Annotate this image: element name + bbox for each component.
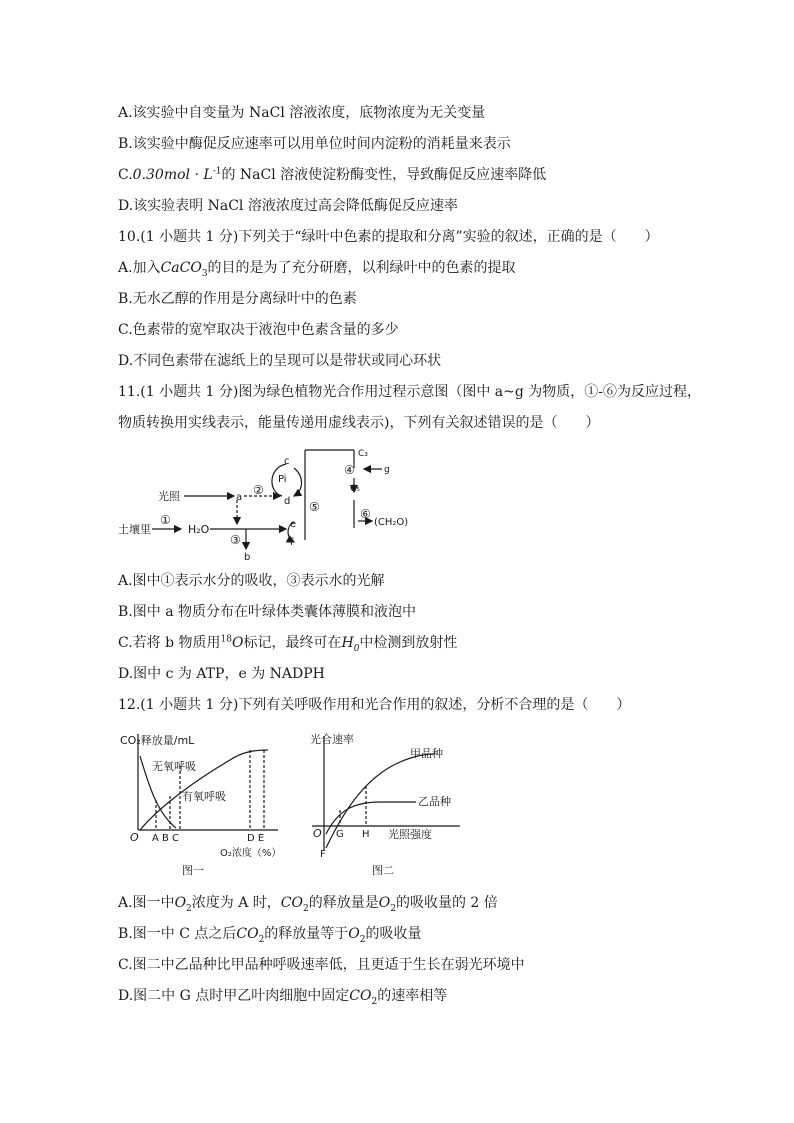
diagram-label-n3: ③ (230, 533, 241, 547)
q10-option-d: D.不同色素带在滤纸上的呈现可以是带状或同心环状 (118, 353, 442, 369)
q12-option-b (118, 925, 422, 943)
q12-option-b-prefix: B.图一中 C 点之后 (118, 926, 237, 942)
q11-option-c-math2: H (341, 635, 354, 651)
q12-option-d-rest: 的速率相等 (377, 988, 448, 1004)
photosynthesis-diagram (118, 442, 428, 570)
q12-option-a-m2: CO (280, 895, 303, 911)
q12-option-a-s2: 2 (303, 903, 309, 914)
fig1-ticks-de: D E (247, 833, 265, 844)
fig1-label-aerobic: 有氧呼吸 (182, 790, 226, 803)
q12-option-b-rest: 的吸收量 (365, 926, 422, 942)
q9-option-c-prefix: C. (118, 167, 133, 183)
q12-option-a-m1: O (174, 895, 187, 911)
diagram-label-e: e (290, 519, 297, 530)
q11-option-b: B.图中 a 物质分布在叶绿体类囊体薄膜和液泡中 (118, 604, 416, 620)
q12-option-b-s2: 2 (359, 934, 366, 945)
q10-option-c: C.色素带的宽窄取决于液泡中色素含量的多少 (118, 322, 399, 338)
q9-option-a: A.该实验中自变量为 NaCl 溶液浓度，底物浓度为无关变量 (118, 105, 486, 121)
diagram-label-d: d (284, 496, 291, 507)
q12-option-a (118, 894, 498, 912)
q11-option-c-rest: 中检测到放射性 (359, 635, 458, 651)
diagram-label-pi: Pi (278, 474, 287, 485)
diagram-label-n2: ② (253, 483, 264, 497)
q11-option-d: D.图中 c 为 ATP，e 为 NADPH (118, 666, 325, 682)
q11-option-c-sub2: 0 (353, 643, 360, 654)
q9-option-c-sup: -1 (212, 166, 222, 177)
q9-option-b: B.该实验中酶促反应速率可以用单位时间内淀粉的消耗量来表示 (118, 136, 511, 152)
diagram-label-c3: C₃ (358, 449, 368, 459)
q11-option-c-sup: 18 (220, 634, 232, 645)
fig2-label-jia: 甲品种 (410, 747, 443, 760)
diagram-label-g: g (384, 465, 390, 475)
q12-option-a-s1: 2 (186, 903, 192, 914)
fig1-ticks-abc: A B C (152, 833, 180, 844)
q12-option-a-s3: 2 (390, 903, 396, 914)
q9-option-c-math: 0.30mol · L (132, 167, 213, 183)
fig2-x-label: 光照强度 (388, 828, 432, 841)
fig2-label-g: G (336, 829, 344, 840)
diagram-label-n6: ⑥ (360, 507, 371, 521)
q12-option-a-m3: O (378, 895, 391, 911)
q9-option-c (118, 166, 546, 184)
q12-option-d-prefix: D.图二中 G 点时甲乙叶肉细胞中固定 (118, 988, 350, 1004)
q12-option-b-mid: 的释放量等于 (264, 926, 349, 942)
q12-option-a-prefix: A.图一中 (118, 895, 175, 911)
diagram-label-n1: ① (160, 513, 171, 527)
diagram-label-c: c (284, 456, 290, 467)
fig1-origin: O (130, 831, 139, 844)
q12-option-d-s1: 2 (371, 996, 378, 1007)
q11-stem-line2: 物质转换用实线表示，能量传递用虚线表示)，下列有关叙述错误的是（ ） (118, 415, 600, 431)
q10-option-b: B.无水乙醇的作用是分离绿叶中的色素 (118, 291, 357, 307)
q11-option-c (118, 634, 457, 652)
q10-option-a-rest: 的目的是为了充分研磨，以利绿叶中的色素的提取 (207, 260, 516, 276)
fig2-y-label: 光合速率 (310, 733, 354, 746)
diagram-label-soil: 土壤里 (118, 523, 151, 536)
q10-option-a-prefix: A.加入 (118, 260, 161, 276)
q10-option-a-math: CaCO (160, 260, 202, 276)
q11-option-a: A.图中①表示水分的吸收，③表示水的光解 (118, 573, 385, 589)
fig2-label-h: H (362, 829, 370, 840)
q12-option-b-s1: 2 (258, 934, 265, 945)
q10-stem: 10.(1 小题共 1 分)下列关于“绿叶中色素的提取和分离”实验的叙述，正确的是（ ） (118, 229, 659, 245)
q11-option-c-mid: 标记，最终可在 (243, 635, 342, 651)
diagram-label-b: b (244, 552, 251, 563)
diagram-label-h2o: H₂O (188, 523, 210, 536)
fig1-caption: 图一 (182, 864, 204, 877)
fig2-caption: 图二 (372, 864, 394, 877)
q9-option-c-rest: 的 NaCl 溶液使淀粉酶变性，导致酶促反应速率降低 (221, 167, 547, 183)
fig1-y-label: CO₂释放量/mL (120, 734, 195, 747)
q10-option-a-sub: 3 (201, 268, 208, 279)
q11-option-c-math: O (231, 635, 244, 651)
fig2-label-f: F (320, 849, 326, 860)
diagram-label-a: a (236, 492, 243, 503)
fig1-x-label: O₂浓度（%） (220, 848, 282, 859)
q12-option-b-m2: O (348, 926, 360, 942)
diagram-label-f: f (290, 537, 294, 548)
q11-option-c-prefix: C.若将 b 物质用 (118, 635, 221, 651)
photosynthesis-graph-figure-2 (310, 726, 470, 878)
q12-option-d (118, 987, 447, 1005)
q12-option-b-m1: CO (236, 926, 259, 942)
q12-option-a-mid: 浓度为 A 时， (191, 895, 281, 911)
q10-option-a (118, 259, 516, 277)
diagram-label-n5: ⑤ (309, 500, 320, 514)
diagram-label-ch2o: (CH₂O) (374, 517, 409, 528)
diagram-label-light: 光照 (158, 490, 180, 503)
fig2-origin: O (313, 827, 322, 840)
q12-option-d-m1: CO (349, 988, 372, 1004)
q12-option-c: C.图二中乙品种比甲品种呼吸速率低，且更适于生长在弱光环境中 (118, 957, 525, 973)
q12-option-a-mid2: 的释放量是 (308, 895, 379, 911)
q11-stem-line1: 11.(1 小题共 1 分)图为绿色植物光合作用过程示意图（图中 a~g 为物质，①-⑥为反应过程， (118, 384, 702, 400)
q9-option-d: D.该实验表明 NaCl 溶液浓度过高会降低酶促反应速率 (118, 198, 458, 214)
respiration-graph-figure-1 (118, 726, 298, 878)
fig2-label-yi: 乙品种 (418, 795, 451, 808)
diagram-label-c5: C₅ (350, 484, 360, 494)
q12-stem: 12.(1 小题共 1 分)下列有关呼吸作用和光合作用的叙述，分析不合理的是（ ） (118, 697, 631, 713)
q12-option-a-rest: 的吸收量的 2 倍 (395, 895, 498, 911)
diagram-label-n4: ④ (344, 463, 355, 477)
fig1-label-anaerobic: 无氧呼吸 (152, 760, 196, 773)
